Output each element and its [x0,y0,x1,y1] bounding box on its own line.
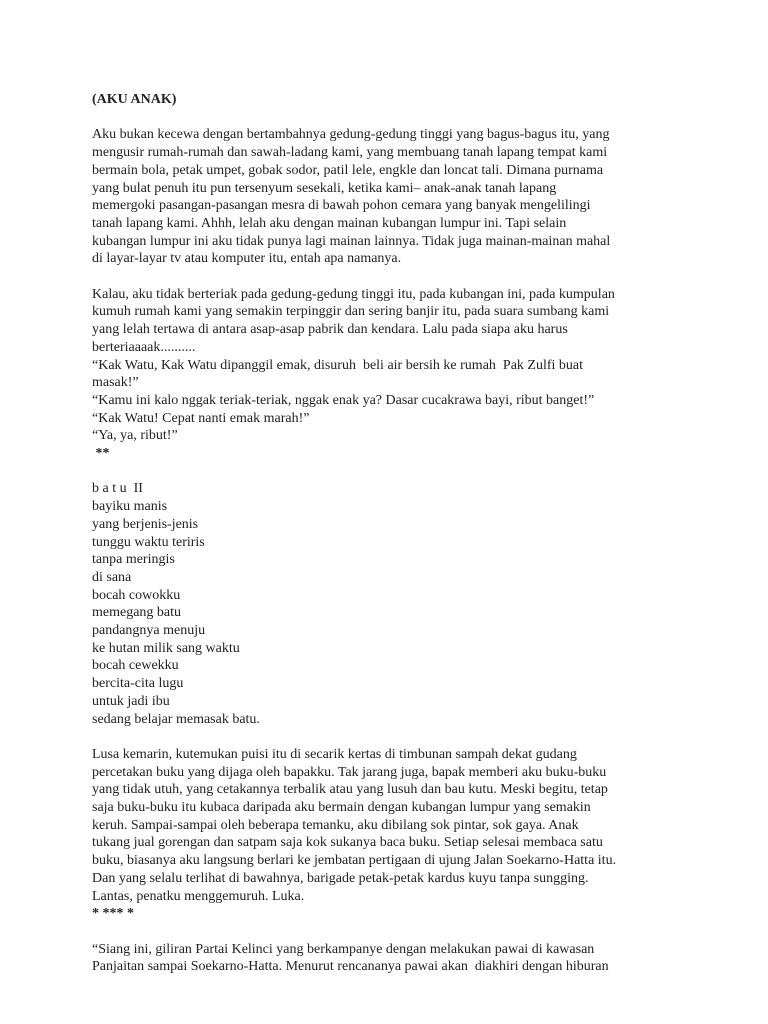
paragraph-gap [92,109,682,127]
section-separator: * *** * [92,906,134,922]
text-line: saja buku-buku itu kubaca daripada aku bermain dengan kubangan lumpur yang semakin [92,800,591,816]
text-line: Lusa kemarin, kutemukan puisi itu di secarik kertas di timbunan sampah dekat gudang [92,746,577,762]
paragraph-gap [92,923,682,941]
poem-line: tanpa meringis [92,552,175,568]
dialogue-line: “Kak Watu! Cepat nanti emak marah!” [92,410,310,426]
paragraph-4 [92,941,682,976]
poem-line: untuk jadi ibu [92,693,170,709]
text-line: berteriaaaak.......... [92,339,196,355]
text-line: memergoki pasangan-pasangan mesra di bawah pohon cemara yang banyak mengelilingi [92,198,591,214]
text-line: Panjaitan sampai Soekarno-Hatta. Menurut rencananya pawai akan diakhiri dengan hiburan [92,959,609,975]
poem-line: tunggu waktu teriris [92,534,205,550]
poem-line: di sana [92,569,132,585]
poem-line: bocah cewekku [92,658,179,674]
text-line: keruh. Sampai-sampai oleh beberapa temanku, aku dibilang sok pintar, sok gaya. Anak [92,817,579,833]
document-body [92,91,682,976]
poem-line: pandangnya menuju [92,623,206,639]
paragraph-gap [92,268,682,286]
poem-line: ke hutan milik sang waktu [92,640,240,656]
text-line: tanah lapang kami. Ahhh, lelah aku dengan mainan kubangan lumpur ini. Tapi selain [92,215,567,231]
paragraph-gap [92,728,682,746]
dialogue-line: masak!” [92,375,139,391]
text-line: kubangan lumpur ini aku tidak punya lagi mainan lainnya. Tidak juga mainan-mainan mahal [92,233,611,249]
poem-line: sedang belajar memasak batu. [92,711,260,727]
dialogue-line: “Kak Watu, Kak Watu dipanggil emak, disuruh beli air bersih ke rumah Pak Zulfi buat [92,357,583,373]
dialogue-line: “Ya, ya, ribut!” [92,428,178,444]
poem-line: yang berjenis-jenis [92,516,199,532]
paragraph-3 [92,746,682,923]
text-line: tukang jual gorengan dan satpam saja kok sukanya baca buku. Setiap selesai membaca satu [92,835,603,851]
poem-title: b a t u II [92,481,143,497]
paragraph-gap [92,463,682,481]
text-line: di layar-layar tv atau komputer itu, entah apa namanya. [92,251,402,267]
text-line: kumuh rumah kami yang semakin terpinggir dan sering banjir itu, pada suara sumbang kami [92,304,610,320]
paragraph-1 [92,126,682,268]
document-title: (AKU ANAK) [92,92,177,107]
text-line: Aku bukan kecewa dengan bertambahnya gedung-gedung tinggi yang bagus-bagus itu, yang [92,127,610,143]
text-line: percetakan buku yang dijaga oleh bapakku. Tak jarang juga, bapak memberi aku buku-buku [92,764,607,780]
text-line: Kalau, aku tidak berteriak pada gedung-gedung tinggi itu, pada kubangan ini, pada kumpulan [92,286,615,302]
text-line: yang lelah tertawa di antara asap-asap pabrik dan kendara. Lalu pada siapa aku harus [92,322,568,338]
text-line: Lantas, penatku menggemuruh. Luka. [92,888,305,904]
text-line: “Siang ini, giliran Partai Kelinci yang berkampanye dengan melakukan pawai di kawasan [92,941,595,957]
text-line: mengusir rumah-rumah dan sawah-ladang kami, yang membuang tanah lapang tempat kami [92,145,608,161]
section-separator: ** [92,446,110,462]
text-line: yang bulat penuh itu pun tersenyum sesekali, ketika kami– anak-anak tanah lapang [92,180,557,196]
poem-line: bayiku manis [92,499,168,515]
poem [92,480,682,728]
dialogue-line: “Kamu ini kalo nggak teriak-teriak, nggak enak ya? Dasar cucakrawa bayi, ribut banget!” [92,392,595,408]
text-line: yang tidak utuh, yang cetakannya terbalik atau yang lusuh dan bau kutu. Meski begitu, tetap [92,782,608,798]
text-line: buku, biasanya aku langsung berlari ke jembatan pertigaan di ujung Jalan Soekarno-Hatta itu. [92,853,617,869]
text-line: Dan yang selalu terlihat di bawahnya, barigade petak-petak kardus kuyu tanpa sungging. [92,870,589,886]
poem-line: bocah cowokku [92,587,181,603]
poem-line: bercita-cita lugu [92,676,184,692]
text-line: bermain bola, petak umpet, gobak sodor, patil lele, engkle dan loncat tali. Dimana purnama [92,162,604,178]
poem-line: memegang batu [92,605,182,621]
paragraph-2 [92,286,682,463]
